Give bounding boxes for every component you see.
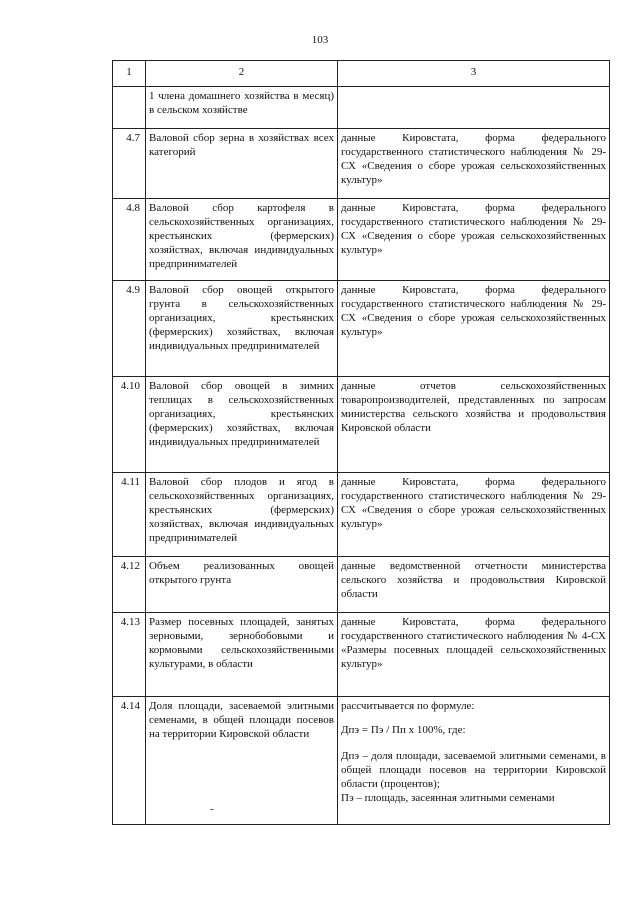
table-row-formula	[113, 697, 610, 825]
row-number: 4.11	[113, 473, 146, 557]
data-source: данные отчетов сельскохозяйственных товаропроизводителей, представленных по запросам министерства сельского хозяйства и продовольствия Кировской области	[338, 377, 610, 473]
indicator-name: Валовой сбор зерна в хозяйствах всех категорий	[146, 129, 338, 199]
table-row	[113, 473, 610, 557]
table-row	[113, 129, 610, 199]
indicator-name: Валовой сбор плодов и ягод в сельскохозяйственных организациях, крестьянских (фермерских) хозяйствах, включая индивидуальных предпринимателей	[146, 473, 338, 557]
page-number: 103	[311, 34, 329, 46]
header-cell-3: 3	[338, 61, 610, 87]
formula-definition-1: Дпэ – доля площади, засеваемой элитными семенами, в общей площади посевов на территории Кировской области (процентов);	[341, 750, 606, 790]
row-number: 4.9	[113, 281, 146, 377]
indicator-name: Валовой сбор картофеля в сельскохозяйственных организациях, крестьянских (фермерских) хозяйствах, включая индивидуальных предпринимателей	[146, 199, 338, 281]
data-source: данные Кировстата, форма федерального государственного статистического наблюдения № 29-СХ «Сведения о сборе урожая сельскохозяйственных культур»	[338, 199, 610, 281]
indicator-name: Размер посевных площадей, занятых зерновыми, зернобобовыми и кормовыми сельскохозяйственными культурами, в области	[146, 613, 338, 697]
formula-intro: рассчитывается по формуле:	[341, 700, 475, 712]
row-number: 4.13	[113, 613, 146, 697]
data-source: данные Кировстата, форма федерального государственного статистического наблюдения № 29-СХ «Сведения о сборе урожая сельскохозяйственных культур»	[338, 473, 610, 557]
table-row	[113, 87, 610, 129]
formula: Дпэ = Пэ / Пп х 100%, где:	[341, 724, 466, 736]
row-number: 4.12	[113, 557, 146, 613]
indicator-name: Доля площади, засеваемой элитными семенами, в общей площади посевов на территории Кировской области	[146, 697, 338, 825]
indicators-table	[112, 60, 610, 825]
data-source: данные Кировстата, форма федерального государственного статистического наблюдения № 29-СХ «Сведения о сборе урожая сельскохозяйственных культур»	[338, 129, 610, 199]
stray-mark: -	[210, 803, 214, 815]
header-cell-1: 1	[113, 61, 146, 87]
row-number: 4.7	[113, 129, 146, 199]
data-source: данные Кировстата, форма федерального государственного статистического наблюдения № 4-СХ «Размеры посевных площадей сельскохозяйственных культур»	[338, 613, 610, 697]
row-number: 4.10	[113, 377, 146, 473]
row-number	[113, 87, 146, 129]
row-number: 4.8	[113, 199, 146, 281]
table-row	[113, 557, 610, 613]
row-number: 4.14	[113, 697, 146, 825]
table-header-row	[113, 61, 610, 87]
table-row	[113, 377, 610, 473]
table-row	[113, 281, 610, 377]
formula-definition-2: Пэ – площадь, засеянная элитными семенами	[341, 792, 555, 804]
data-source	[338, 87, 610, 129]
table-row	[113, 199, 610, 281]
header-cell-2: 2	[146, 61, 338, 87]
table-row	[113, 613, 610, 697]
indicator-name: Объем реализованных овощей открытого грунта	[146, 557, 338, 613]
indicator-name: Валовой сбор овощей открытого грунта в сельскохозяйственных организациях, крестьянских (фермерских) хозяйствах, включая индивидуальных предпринимателей	[146, 281, 338, 377]
indicator-name: 1 члена домашнего хозяйства в месяц) в сельском хозяйстве	[146, 87, 338, 129]
data-source: данные ведомственной отчетности министерства сельского хозяйства и продовольствия Кировской области	[338, 557, 610, 613]
indicator-name: Валовой сбор овощей в зимних теплицах в сельскохозяйственных организациях, крестьянских (фермерских) хозяйствах, включая индивидуальных предпринимателей	[146, 377, 338, 473]
data-source: данные Кировстата, форма федерального государственного статистического наблюдения № 29-СХ «Сведения о сборе урожая сельскохозяйственных культур»	[338, 281, 610, 377]
data-source-formula	[338, 697, 610, 825]
